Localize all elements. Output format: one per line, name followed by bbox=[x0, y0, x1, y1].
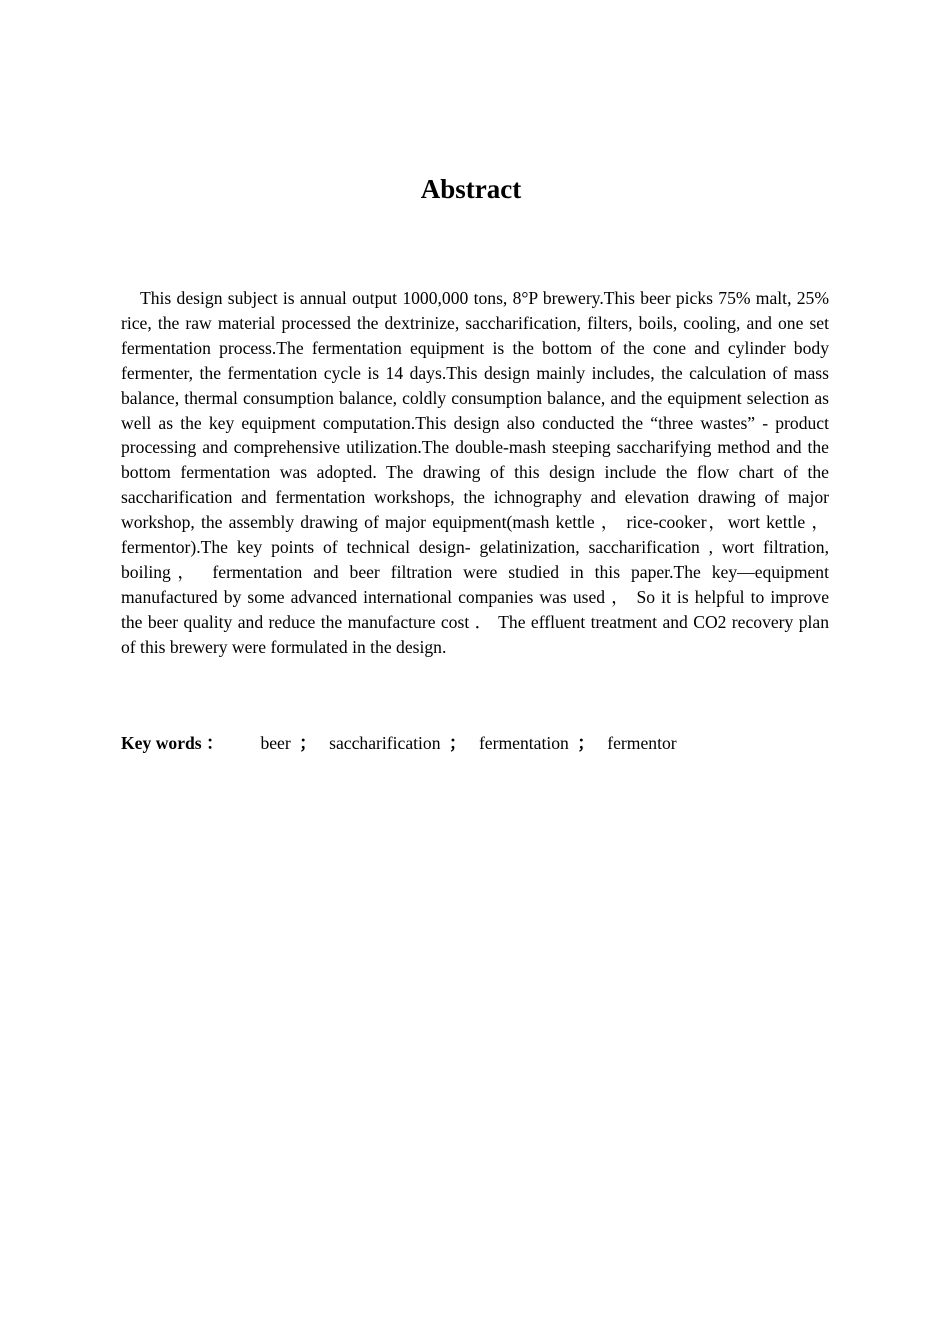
keywords-line bbox=[121, 731, 829, 755]
keywords-label: Key words ： bbox=[121, 733, 224, 753]
keyword-item: fermentation bbox=[478, 733, 569, 753]
keyword-item: fermentor bbox=[607, 733, 677, 753]
keyword-separator: ； bbox=[448, 733, 467, 753]
keyword-item: beer bbox=[260, 733, 291, 753]
abstract-title: Abstract bbox=[420, 174, 522, 204]
keyword-separator: ； bbox=[299, 733, 317, 753]
keyword-separator: ； bbox=[577, 733, 595, 753]
keyword-item: saccharification bbox=[329, 733, 441, 753]
abstract-body: This design subject is annual output 1000,000 tons, 8°P brewery.This beer picks 75% malt, 25% rice, the raw material processed the dextrinize, saccharification, filters, boils, cooling, and one set fermentation process.The fermentation equipment is the bottom of the cone and cylinder body fermenter, the fermentation cycle is 14 days.This design mainly includes, the calculation of mass balance, thermal consumption balance, coldly consumption balance, and the equipment selection as well as the key equipment computation.This design also conducted the “three wastes” - product processing and comprehensive utilization.The double-mash steeping saccharifying method and the bottom fermentation was adopted. The drawing of this design include the flow chart of the saccharification and fermentation workshops, the ichnography and elevation drawing of major workshop, the assembly drawing of major equipment(mash kettle ， rice-cooker，wort kettle ， fermentor).The key points of technical design- gelatinization, saccharification , wort filtration, boiling， fermentation and beer filtration were studied in this paper.The key—equipment manufactured by some advanced international companies was used ， So it is helpful to improve the beer quality and reduce the manufacture cost ． The effluent treatment and CO2 recovery plan of this brewery were formulated in the design. bbox=[121, 288, 829, 657]
